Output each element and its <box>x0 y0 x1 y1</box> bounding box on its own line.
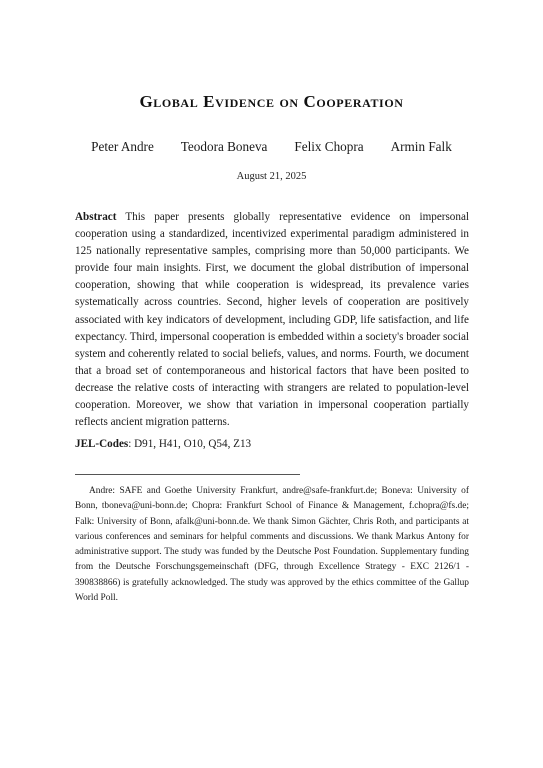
paper-title: Global Evidence on Cooperation <box>139 92 404 111</box>
author-name: Teodora Boneva <box>180 139 268 154</box>
publication-date: August 21, 2025 <box>236 171 307 182</box>
jel-codes <box>75 436 469 453</box>
abstract <box>75 209 469 431</box>
jel-code-list: : D91, H41, O10, Q54, Z13 <box>128 438 252 450</box>
author-name: Felix Chopra <box>294 139 364 154</box>
jel-label: JEL-Codes <box>75 438 129 450</box>
author-name: Armin Falk <box>390 139 452 154</box>
abstract-text: This paper presents globally representative evidence on impersonal cooperation using a standardized, incentivized experimental paradigm administered in 125 nationally representative samples, comprising more than 50,000 participants. We provide four main insights. First, we document the global distribution of impersonal cooperation, showing that while cooperation is widespread, its prevalence varies systematically across countries. Second, higher levels of cooperation are positively associated with key indicators of development, including GDP, life satisfaction, and life expectancy. Third, impersonal cooperation is embedded within a society's broader social system and coherently related to social beliefs, values, and norms. Fourth, we document that a broad set of contemporaneous and historical factors that have been posited to decrease the relative costs of interacting with strangers are related to population-level cooperation. Moreover, we show that variation in impersonal cooperation partially reflects ancient migration patterns. <box>75 211 469 429</box>
abstract-label: Abstract <box>75 211 117 223</box>
author-list <box>0 139 543 155</box>
footnote-divider <box>75 474 300 475</box>
footnote: Andre: SAFE and Goethe University Frankfurt, andre@safe-frankfurt.de; Boneva: University of Bonn, tboneva@uni-bonn.de; Chopra: Frankfurt School of Finance & Management, f.chopra@fs.de; Falk: University of Bonn, afalk@uni-bonn.de. We thank Simon Gächter, Chris Roth, and participants at various conferences and seminars for helpful comments and discussions. We thank Markus Antony for administrative support. The study was funded by the Deutsche Post Foundation. Supplementary funding from the Deutsche Forschungsgemeinschaft (DFG, through Excellence Strategy - EXC 2126/1 - 390838866) is gratefully acknowledged. The study was approved by the ethics committee of the Gallup World Poll. <box>75 486 469 604</box>
author-name: Peter Andre <box>91 139 154 154</box>
